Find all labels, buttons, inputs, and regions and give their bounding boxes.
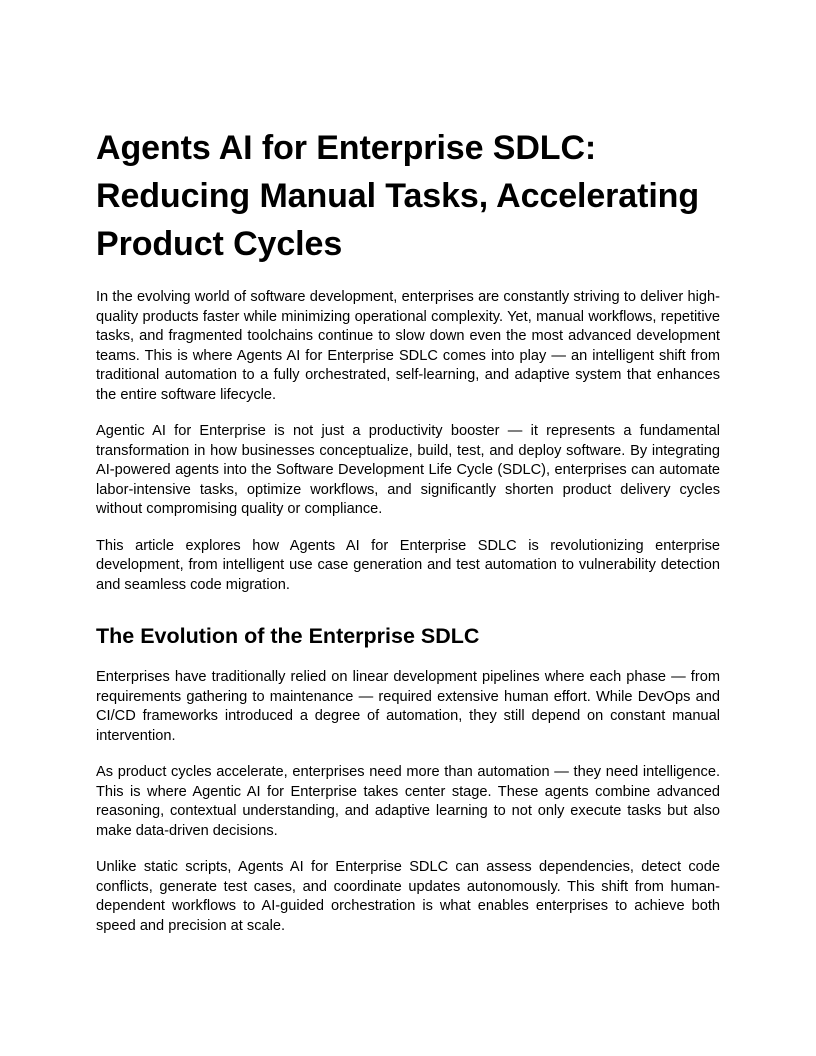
section-heading: The Evolution of the Enterprise SDLC — [96, 624, 480, 648]
title-line-2: Reducing Manual Tasks, Accelerating — [96, 177, 700, 215]
title-line-1: Agents AI for Enterprise SDLC: — [96, 129, 597, 167]
section-paragraph-1: Enterprises have traditionally relied on linear development pipelines where each phase — from requirements gathering to maintenance — required extensive human effort. While DevOps and CI/CD frameworks introduced a degree of automation, they still depend on constant manual intervention. — [96, 669, 720, 744]
intro-paragraph-2: Agentic AI for Enterprise is not just a productivity booster — it represents a fundamental transformation in how businesses conceptualize, build, test, and deploy software. By integrating AI-powered agents into the Software Development Life Cycle (SDLC), enterprises can automate labor-intensive tasks, optimize workflows, and significantly shorten product delivery cycles without compromising quality or compliance. — [96, 423, 720, 517]
section-paragraph-3: Unlike static scripts, Agents AI for Enterprise SDLC can assess dependencies, detect code conflicts, generate test cases, and coordinate updates autonomously. This shift from human-dependent workflows to AI-guided orchestration is what enables enterprises to achieve both speed and precision at scale. — [96, 859, 720, 934]
document-page — [96, 124, 720, 953]
section-paragraph-2: As product cycles accelerate, enterprises need more than automation — they need intelligence. This is where Agentic AI for Enterprise takes center stage. These agents combine advanced reasoning, contextual understanding, and adaptive learning to not only execute tasks but also make data-driven decisions. — [96, 764, 720, 839]
intro-paragraph-3: This article explores how Agents AI for Enterprise SDLC is revolutionizing enterprise development, from intelligent use case generation and test automation to vulnerability detection and seamless code migration. — [96, 537, 720, 593]
title-line-3: Product Cycles — [96, 225, 343, 263]
intro-paragraph-1: In the evolving world of software development, enterprises are constantly striving to deliver high-quality products faster while minimizing operational complexity. Yet, manual workflows, repetitive tasks, and fragmented toolchains continue to slow down even the most advanced development teams. This is where Agents AI for Enterprise SDLC comes into play — an intelligent shift from traditional automation to a fully orchestrated, self-learning, and adaptive system that enhances the entire software lifecycle. — [96, 289, 720, 403]
document-title — [96, 124, 720, 268]
